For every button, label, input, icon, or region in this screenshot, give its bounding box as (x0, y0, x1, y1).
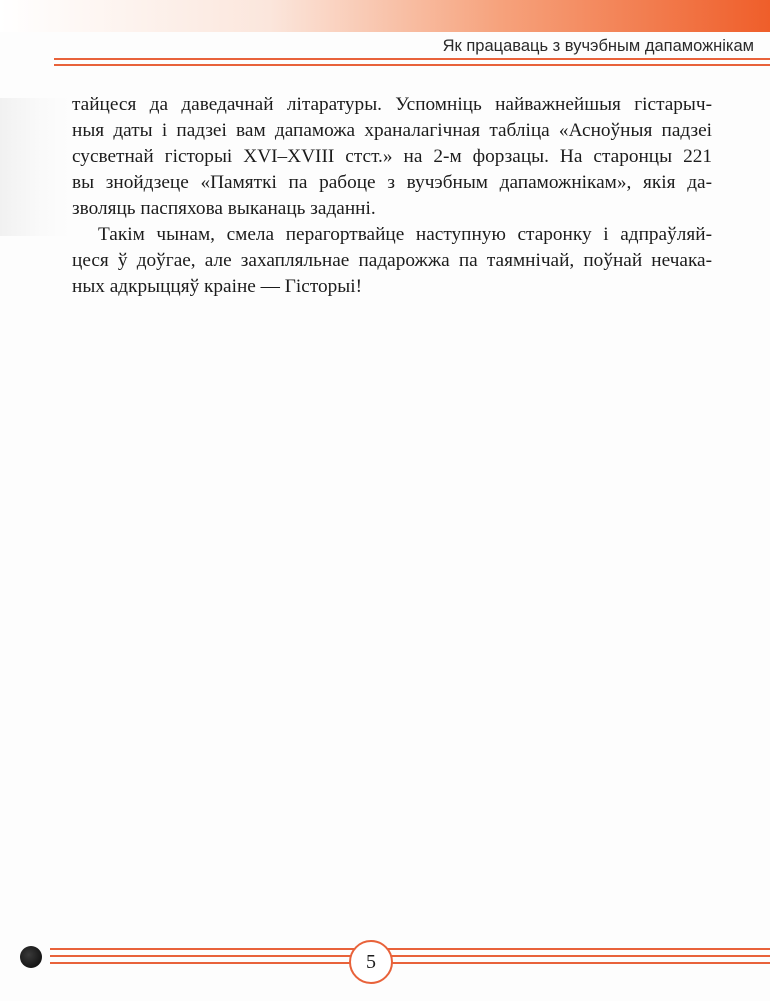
paragraph-2-line-3: ных адкрыццяў краіне — Гісторыі! (72, 276, 363, 297)
running-header-title: Як працаваць з вучэбным дапаможнікам (442, 37, 754, 55)
footer-rule-1 (50, 948, 770, 950)
footer-rule-3 (50, 962, 770, 964)
page-number-badge (349, 940, 393, 984)
paragraph-1-line-4: вы знойдзеце «Памяткі па рабоце з вучэбным дапаможнікам», якія да- (72, 172, 712, 193)
header-rule-top (54, 58, 770, 60)
footer-rule-2 (50, 955, 770, 957)
header-rule-bottom (54, 64, 770, 66)
paragraph-1-line-2: ныя даты і падзеі вам дапаможа храналагічная табліца «Асноўныя падзеі (72, 120, 712, 141)
paragraph-1-line-3: сусветнай гісторыі XVI–XVIII стст.» на 2-м форзацы. На старонцы 221 (72, 146, 712, 167)
main-text (72, 92, 712, 300)
page-edge-shading (0, 98, 70, 236)
paragraph-2-line-2: цеся ў доўгае, але захапляльнае падарожжа па таямнічай, поўнай нечака- (72, 250, 712, 271)
header-color-band (0, 0, 770, 32)
paragraph-2-line-1: Такім чынам, смела перагортвайце наступную старонку і адпраўляй- (98, 224, 712, 245)
paragraph-1-line-1: тайцеся да даведачнай літаратуры. Успомніць найважнейшыя гістарыч- (72, 94, 712, 115)
paragraph-1-line-5: зволяць паспяхова выканаць заданні. (72, 198, 376, 219)
binding-hole (20, 946, 42, 968)
page-number: 5 (366, 950, 376, 973)
